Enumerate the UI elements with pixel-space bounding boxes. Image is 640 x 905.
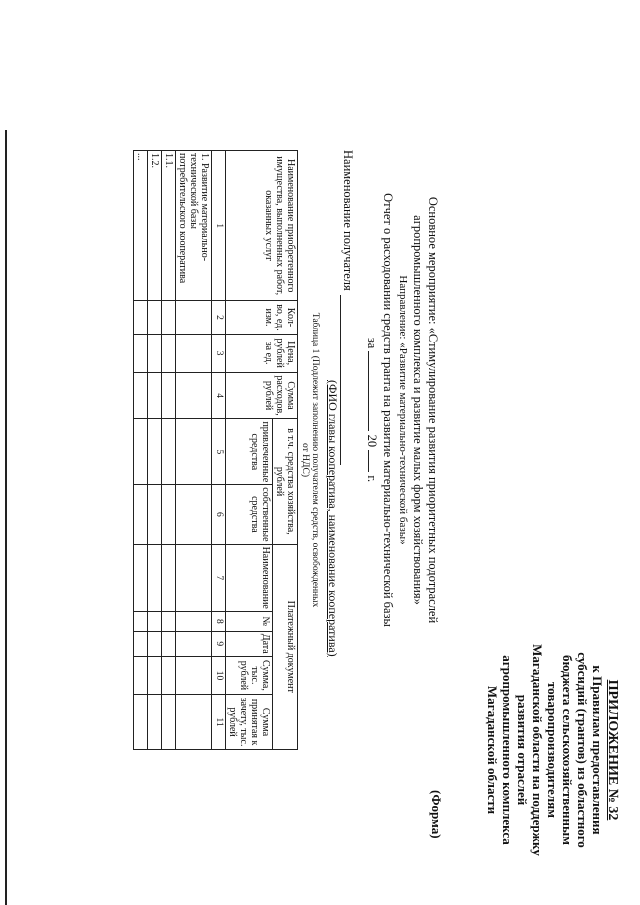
col-price-header: Цена, рублей за ед.: [226, 334, 298, 372]
event-line: Основное мероприятие: «Стимулирование развития приоритетных подотраслей: [426, 196, 440, 624]
table-cell[interactable]: [176, 301, 212, 334]
column-number: 11: [212, 695, 226, 750]
table-cell[interactable]: [134, 334, 148, 372]
appendix-line: к Правилам предоставления: [590, 665, 605, 835]
table-cell[interactable]: [162, 631, 176, 656]
table-cell[interactable]: [162, 419, 176, 485]
page-divider: [5, 130, 7, 905]
table-cell[interactable]: [134, 631, 148, 656]
column-number: 6: [212, 485, 226, 544]
column-number: 5: [212, 419, 226, 485]
table-cell[interactable]: [162, 544, 176, 611]
row-label: 1. Развитие материально-технической базы потребительского кооператива: [176, 151, 212, 301]
period-year: 20: [365, 434, 379, 448]
recipient-line: [340, 295, 353, 465]
col-incl-header: в т.ч. средства хозяйства, рублей: [273, 419, 298, 544]
event-line: агропромышленного комплекса и развитие малых форм хозяйствования»: [411, 215, 425, 605]
report-heading: [364, 120, 440, 700]
table-cell[interactable]: [176, 631, 212, 656]
direction-line: Направление: «Развитие материально-технической базы»: [397, 275, 409, 545]
table-header-row: [273, 151, 298, 750]
table-cell[interactable]: [148, 372, 162, 419]
column-number: 10: [212, 656, 226, 694]
fio-label: (ФИО главы кооператива, наименование кооператива): [326, 380, 340, 657]
table-cell[interactable]: [162, 301, 176, 334]
table-cell[interactable]: [148, 631, 162, 656]
period-blank: [368, 351, 380, 431]
table-cell[interactable]: [162, 611, 176, 631]
period-prefix: за: [365, 337, 379, 349]
column-number: 8: [212, 611, 226, 631]
table-cell[interactable]: [176, 656, 212, 694]
col-own-header: собственные средства: [226, 485, 273, 544]
table-cell[interactable]: [134, 419, 148, 485]
table-row: [148, 151, 162, 750]
column-number: 4: [212, 372, 226, 419]
col-attracted-header: привлеченные средства: [226, 419, 273, 485]
col-sum-header: Сумма расходов, рублей: [226, 372, 298, 419]
table-caption: Таблица 1 (Подлежит заполнению получателем средств, освобожденных от НДС): [300, 312, 320, 608]
col-date-header: Дата: [226, 631, 273, 656]
table-cell[interactable]: [148, 695, 162, 750]
table-cell[interactable]: [148, 544, 162, 611]
table-cell[interactable]: [176, 419, 212, 485]
table-cell[interactable]: [176, 372, 212, 419]
table-cell[interactable]: [148, 611, 162, 631]
table-cell[interactable]: [134, 372, 148, 419]
col-no-header: №: [226, 611, 273, 631]
recipient-row: [340, 150, 355, 465]
report-title: Отчет о расходовании средств гранта на развитие материально-технической базы: [381, 193, 395, 627]
appendix-line: агропромышленного комплекса: [500, 655, 515, 845]
column-number: 2: [212, 301, 226, 334]
appendix-line: субсидий (грантов) из областного: [575, 652, 590, 848]
period-suffix: г.: [365, 475, 379, 483]
table-cell[interactable]: [134, 544, 148, 611]
column-number: 9: [212, 631, 226, 656]
table-cell[interactable]: [176, 611, 212, 631]
column-number: 1: [212, 151, 226, 301]
table-cell[interactable]: [176, 334, 212, 372]
appendix-title: ПРИЛОЖЕНИЕ № 32: [605, 679, 620, 821]
table-row: [176, 151, 212, 750]
row-label: ...: [134, 151, 148, 301]
appendix-line: Магаданской области на поддержку: [530, 644, 545, 856]
table-cell[interactable]: [148, 419, 162, 485]
table-cell[interactable]: [176, 544, 212, 611]
period-blank-year: [368, 450, 380, 472]
table-cell[interactable]: [162, 485, 176, 544]
table-cell[interactable]: [148, 334, 162, 372]
table-cell[interactable]: [176, 485, 212, 544]
table-cell[interactable]: [162, 695, 176, 750]
table-cell[interactable]: [162, 656, 176, 694]
expense-table: [133, 150, 298, 750]
table-row: [162, 151, 176, 750]
table-cell[interactable]: [134, 301, 148, 334]
table-cell[interactable]: [148, 656, 162, 694]
appendix-line: развития отраслей: [515, 694, 530, 806]
table-cell[interactable]: [134, 656, 148, 694]
column-number: 7: [212, 544, 226, 611]
col-qty-header: Кол-во, ед. изм.: [226, 301, 298, 334]
col-accepted-header: Сумма принятая к зачету, тыс. рублей: [226, 695, 273, 750]
form-label: (Форма): [429, 790, 444, 839]
column-numbers-row: [212, 151, 226, 750]
report-period: [364, 120, 380, 700]
appendix-line: товаропроизводителям: [545, 681, 560, 819]
table-cell[interactable]: [162, 334, 176, 372]
table-cell[interactable]: [134, 485, 148, 544]
col-pname-header: Наименование: [226, 544, 273, 611]
recipient-label: Наименование получателя: [341, 150, 355, 291]
col-payment-header: Платежный документ: [273, 544, 298, 749]
table-cell[interactable]: [148, 485, 162, 544]
row-label: 1.2.: [148, 151, 162, 301]
table-cell[interactable]: [134, 695, 148, 750]
row-label: 1.1.: [162, 151, 176, 301]
column-number: 3: [212, 334, 226, 372]
table-cell[interactable]: [176, 695, 212, 750]
table-row: [134, 151, 148, 750]
table-cell[interactable]: [134, 611, 148, 631]
table-cell[interactable]: [148, 301, 162, 334]
appendix-header: [485, 600, 620, 900]
appendix-line: бюджета сельскохозяйственным: [560, 655, 575, 845]
appendix-line: Магаданской области: [485, 685, 500, 815]
col-psum-header: Сумма, тыс. рублей: [226, 656, 273, 694]
col-name-header: Наименование приобретенного имущества, выполненных работ, оказанных услуг: [226, 151, 298, 301]
table-cell[interactable]: [162, 372, 176, 419]
